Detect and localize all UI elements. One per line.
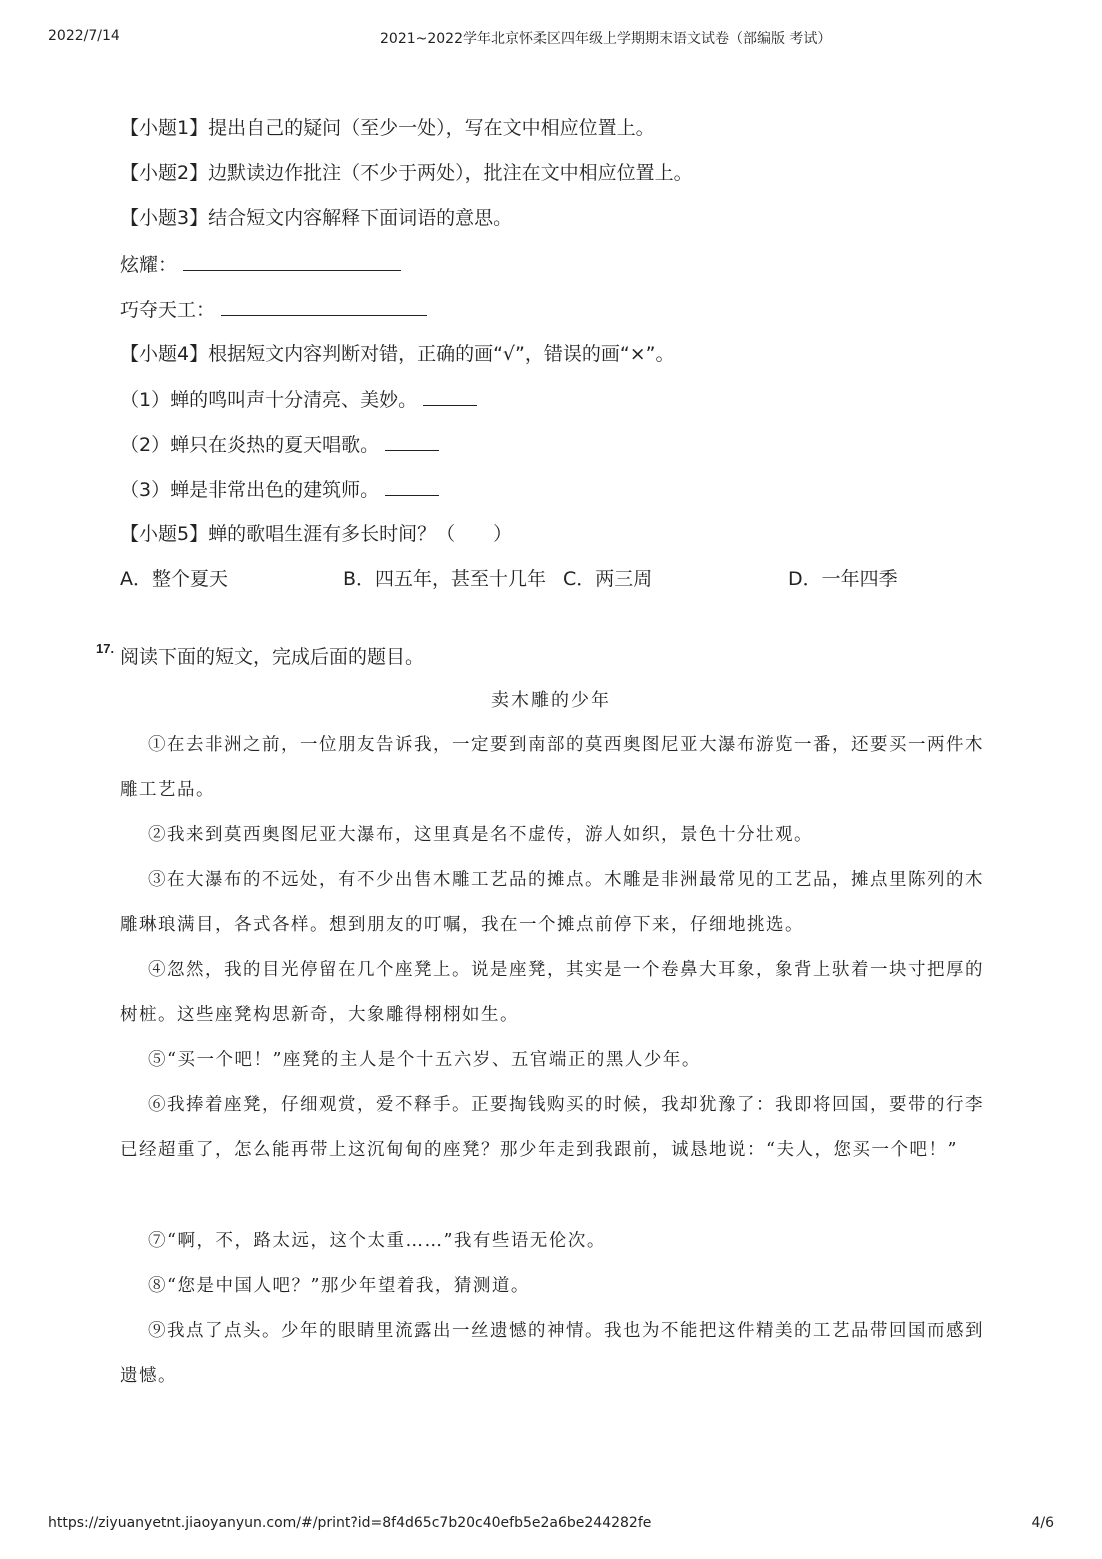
story-paragraph: ②我来到莫西奥图尼亚大瀑布，这里真是名不虚传，游人如织，景色十分壮观。 — [148, 825, 813, 845]
subquestion-3: 【小题3】结合短文内容解释下面词语的意思。 — [120, 207, 513, 229]
judge-item-1: （1）蝉的鸣叫声十分清亮、美妙。 — [120, 389, 418, 411]
story-paragraph: ⑧“您是中国人吧？”那少年望着我，猜测道。 — [148, 1276, 530, 1296]
story-title: 卖木雕的少年 — [491, 690, 611, 711]
option-c[interactable]: C．两三周 — [563, 568, 653, 590]
story-paragraph: ③在大瀑布的不远处，有不少出售木雕工艺品的摊点。木雕是非洲最常见的工艺品，摊点里陈列的木雕琳琅满目，各式各样。想到朋友的叮嘱，我在一个摊点前停下来，仔细地挑选。 — [120, 870, 984, 935]
story-paragraph: ⑥我捧着座凳，仔细观赏，爱不释手。正要掏钱购买的时候，我却犹豫了：我即将回国，要带的行李已经超重了，怎么能再带上这沉甸甸的座凳？那少年走到我跟前，诚恳地说：“夫人，您买一个吧！” — [120, 1095, 984, 1160]
subquestion-2: 【小题2】边默读边作批注（不少于两处），批注在文中相应位置上。 — [120, 162, 693, 184]
answer-blank[interactable] — [385, 430, 439, 451]
judge-item-2: （2）蝉只在炎热的夏天唱歌。 — [120, 434, 380, 456]
document-title: 2021~2022学年北京怀柔区四年级上学期期末语文试卷（部编版 考试） — [380, 31, 832, 47]
subquestion-4: 【小题4】根据短文内容判断对错，正确的画“√”，错误的画“×”。 — [120, 343, 675, 365]
answer-blank[interactable] — [423, 385, 477, 406]
story-paragraph: ⑤“买一个吧！”座凳的主人是个十五六岁、五官端正的黑人少年。 — [148, 1050, 701, 1070]
option-a[interactable]: A．整个夏天 — [120, 568, 228, 590]
subquestion-5: 【小题5】蝉的歌唱生涯有多长时间？（ ） — [120, 523, 513, 545]
story-paragraph: ⑦“啊，不，路太远，这个太重……”我有些语无伦次。 — [148, 1231, 606, 1251]
question-prompt: 阅读下面的短文，完成后面的题目。 — [120, 646, 425, 668]
answer-blank[interactable] — [221, 295, 427, 316]
word-row-1 — [120, 250, 401, 279]
word-label-2: 巧夺天工： — [120, 299, 216, 321]
page-number: 4/6 — [1031, 1515, 1054, 1531]
story-paragraph: ⑨我点了点头。少年的眼睛里流露出一丝遗憾的神情。我也为不能把这件精美的工艺品带回国而感到遗憾。 — [120, 1321, 984, 1386]
page-url: https://ziyuanyetnt.jiaoyanyun.com/#/print?id=8f4d65c7b20c40efb5e2a6be244282fe — [48, 1515, 652, 1531]
judge-row-3 — [120, 475, 439, 504]
print-date: 2022/7/14 — [48, 28, 120, 44]
answer-blank[interactable] — [385, 475, 439, 496]
story-paragraph: ④忽然，我的目光停留在几个座凳上。说是座凳，其实是一个卷鼻大耳象，象背上驮着一块寸把厚的树桩。这些座凳构思新奇，大象雕得栩栩如生。 — [120, 960, 984, 1025]
option-b[interactable]: B．四五年，甚至十几年 — [343, 568, 547, 590]
word-row-2 — [120, 295, 427, 324]
option-d[interactable]: D．一年四季 — [788, 568, 898, 590]
judge-row-1 — [120, 385, 477, 414]
subquestion-1: 【小题1】提出自己的疑问（至少一处），写在文中相应位置上。 — [120, 117, 655, 139]
judge-row-2 — [120, 430, 439, 459]
judge-item-3: （3）蝉是非常出色的建筑师。 — [120, 479, 380, 501]
story-paragraph: ①在去非洲之前，一位朋友告诉我，一定要到南部的莫西奥图尼亚大瀑布游览一番，还要买一两件木雕工艺品。 — [120, 735, 984, 800]
word-label-1: 炫耀： — [120, 254, 178, 276]
question-number: 17. — [96, 641, 115, 656]
answer-blank[interactable] — [183, 250, 401, 271]
